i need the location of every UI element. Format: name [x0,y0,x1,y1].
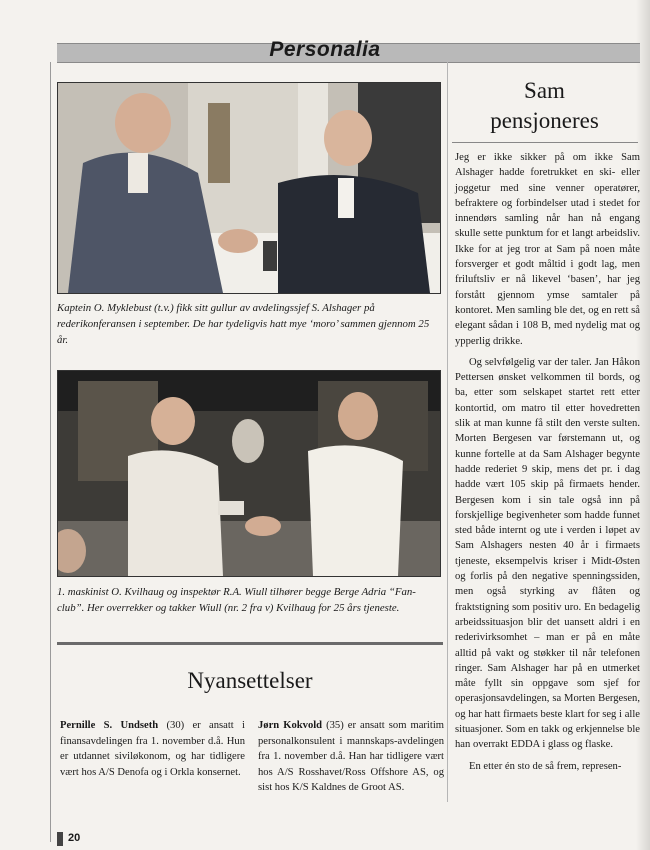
employee-description: (35) er ansatt som maritim personalkonsulent i mannskaps-avdelingen fra 1. november d.å. Han har tidligere vært hos A/S Rosshavet/Ross Offshore AS, og sist hos K/S Kaldnes de Groot AS. [258,720,444,793]
employee-description: (30) er ansatt i finansavdelingen fra 1. november d.å. Hun er utdannet siviløkonom, og har tidligere vært hos A/S Denofa og i Orkla konsernet. [60,720,245,778]
employee-name: Jørn Kokvold [258,720,323,731]
nyansettelse-entry-kokvold [258,718,444,796]
article-paragraph-1: Jeg er ikke sikker på om ikke Sam Alshager hadde foretrukket en ski- eller joggetur med sine venner operatører, befraktere og forbindelser utad i stedet for innendørs samling når han nå engang skulle sette punktum for et langt arbeidsliv. Ikke for at jeg tror at Sam på noen måte forsverger et godt måltid i godt lag, men friluftsliv er nå likevel ‘basen’, har jeg forstått gjennom ymse samtaler på kontoret. Men samling ble det, og en rett så elegant sådan i 108 B, med nydelig mat og ypperlig drikke. [455,152,640,347]
article-paragraph-3: En etter én sto de så frem, represen- [469,760,622,772]
photo-handshake-kvilhaug-wiull [57,370,441,577]
article-title-rule [452,142,638,143]
article-title-line1: Sam [524,78,565,103]
employee-name: Pernille S. Undseth [60,720,159,731]
article-paragraph-2: Og selvfølgelig var der taler. Jan Håkon Pettersen ønsket velkommen til bords, og ba, etter som selskapet startet rett etter kontortid, om matro til etter hovedretten slik at man kunne få stilt den verste sulten. Morten Bergesen var førstemann ut, og kunne fortelle at da Sam Alshager begynte hadde rederiet 9 skip, mens det pr. i dag hadde vært 105 skip på firmaets hender. Bergesen kom i sin tale også inn på forskjellige begivenheter som hadde funnet sted både internt og ute i verden i løpet av Sam Alshagers nesten 40 år i firmaets tjeneste, eksempelvis kriser i Midt-Østen og forlis på den negative spenningssiden, men også styrking av flåten og fraktstigning som positiv uro. En bedagelig arbeidssituasjon blir det uansett aldri i en rederivirksomhet – man er på en måte alltid på vakt og støkker til når telefonen ringer. Sam Alshager har på en utmerket måte fyllt sin oppgave som sjef for operasjonsavdelingen, sa Morten Bergesen, og har hatt firmaets beste klart for seg i alle situasjoner. Som en takk og erkjennelse ble han overrakt EDDA i glass og flaske. [455,356,640,751]
nyansettelser-heading: Nyansettelser [187,668,313,693]
left-margin-rule [50,62,51,842]
section-divider [57,642,443,645]
article-body [455,150,640,774]
nyansettelse-entry-undseth [60,718,245,780]
page-number-marker [57,832,63,846]
photo-handshake-myklebust-alshager [57,82,441,294]
photo1-caption: Kaptein O. Myklebust (t.v.) fikk sitt gullur av avdelingssjef S. Alshager på rederikonferansen i september. De har tydeligvis hatt mye ‘moro’ sammen gjennom 25 år. [57,302,430,346]
article-title [452,76,637,136]
column-rule [447,62,448,802]
photo1-illustration [58,83,440,293]
section-title: Personalia [269,38,381,61]
photo2-illustration [58,371,440,576]
page-number: 20 [68,832,81,844]
article-title-line2: pensjoneres [490,108,599,133]
photo2-caption: 1. maskinist O. Kvilhaug og inspektør R.A. Wiull tilhører begge Berge Adria “Fan-club”. Her overrekker og takker Wiull (nr. 2 fra v) Kvilhaug for 25 års tjeneste. [57,586,416,614]
